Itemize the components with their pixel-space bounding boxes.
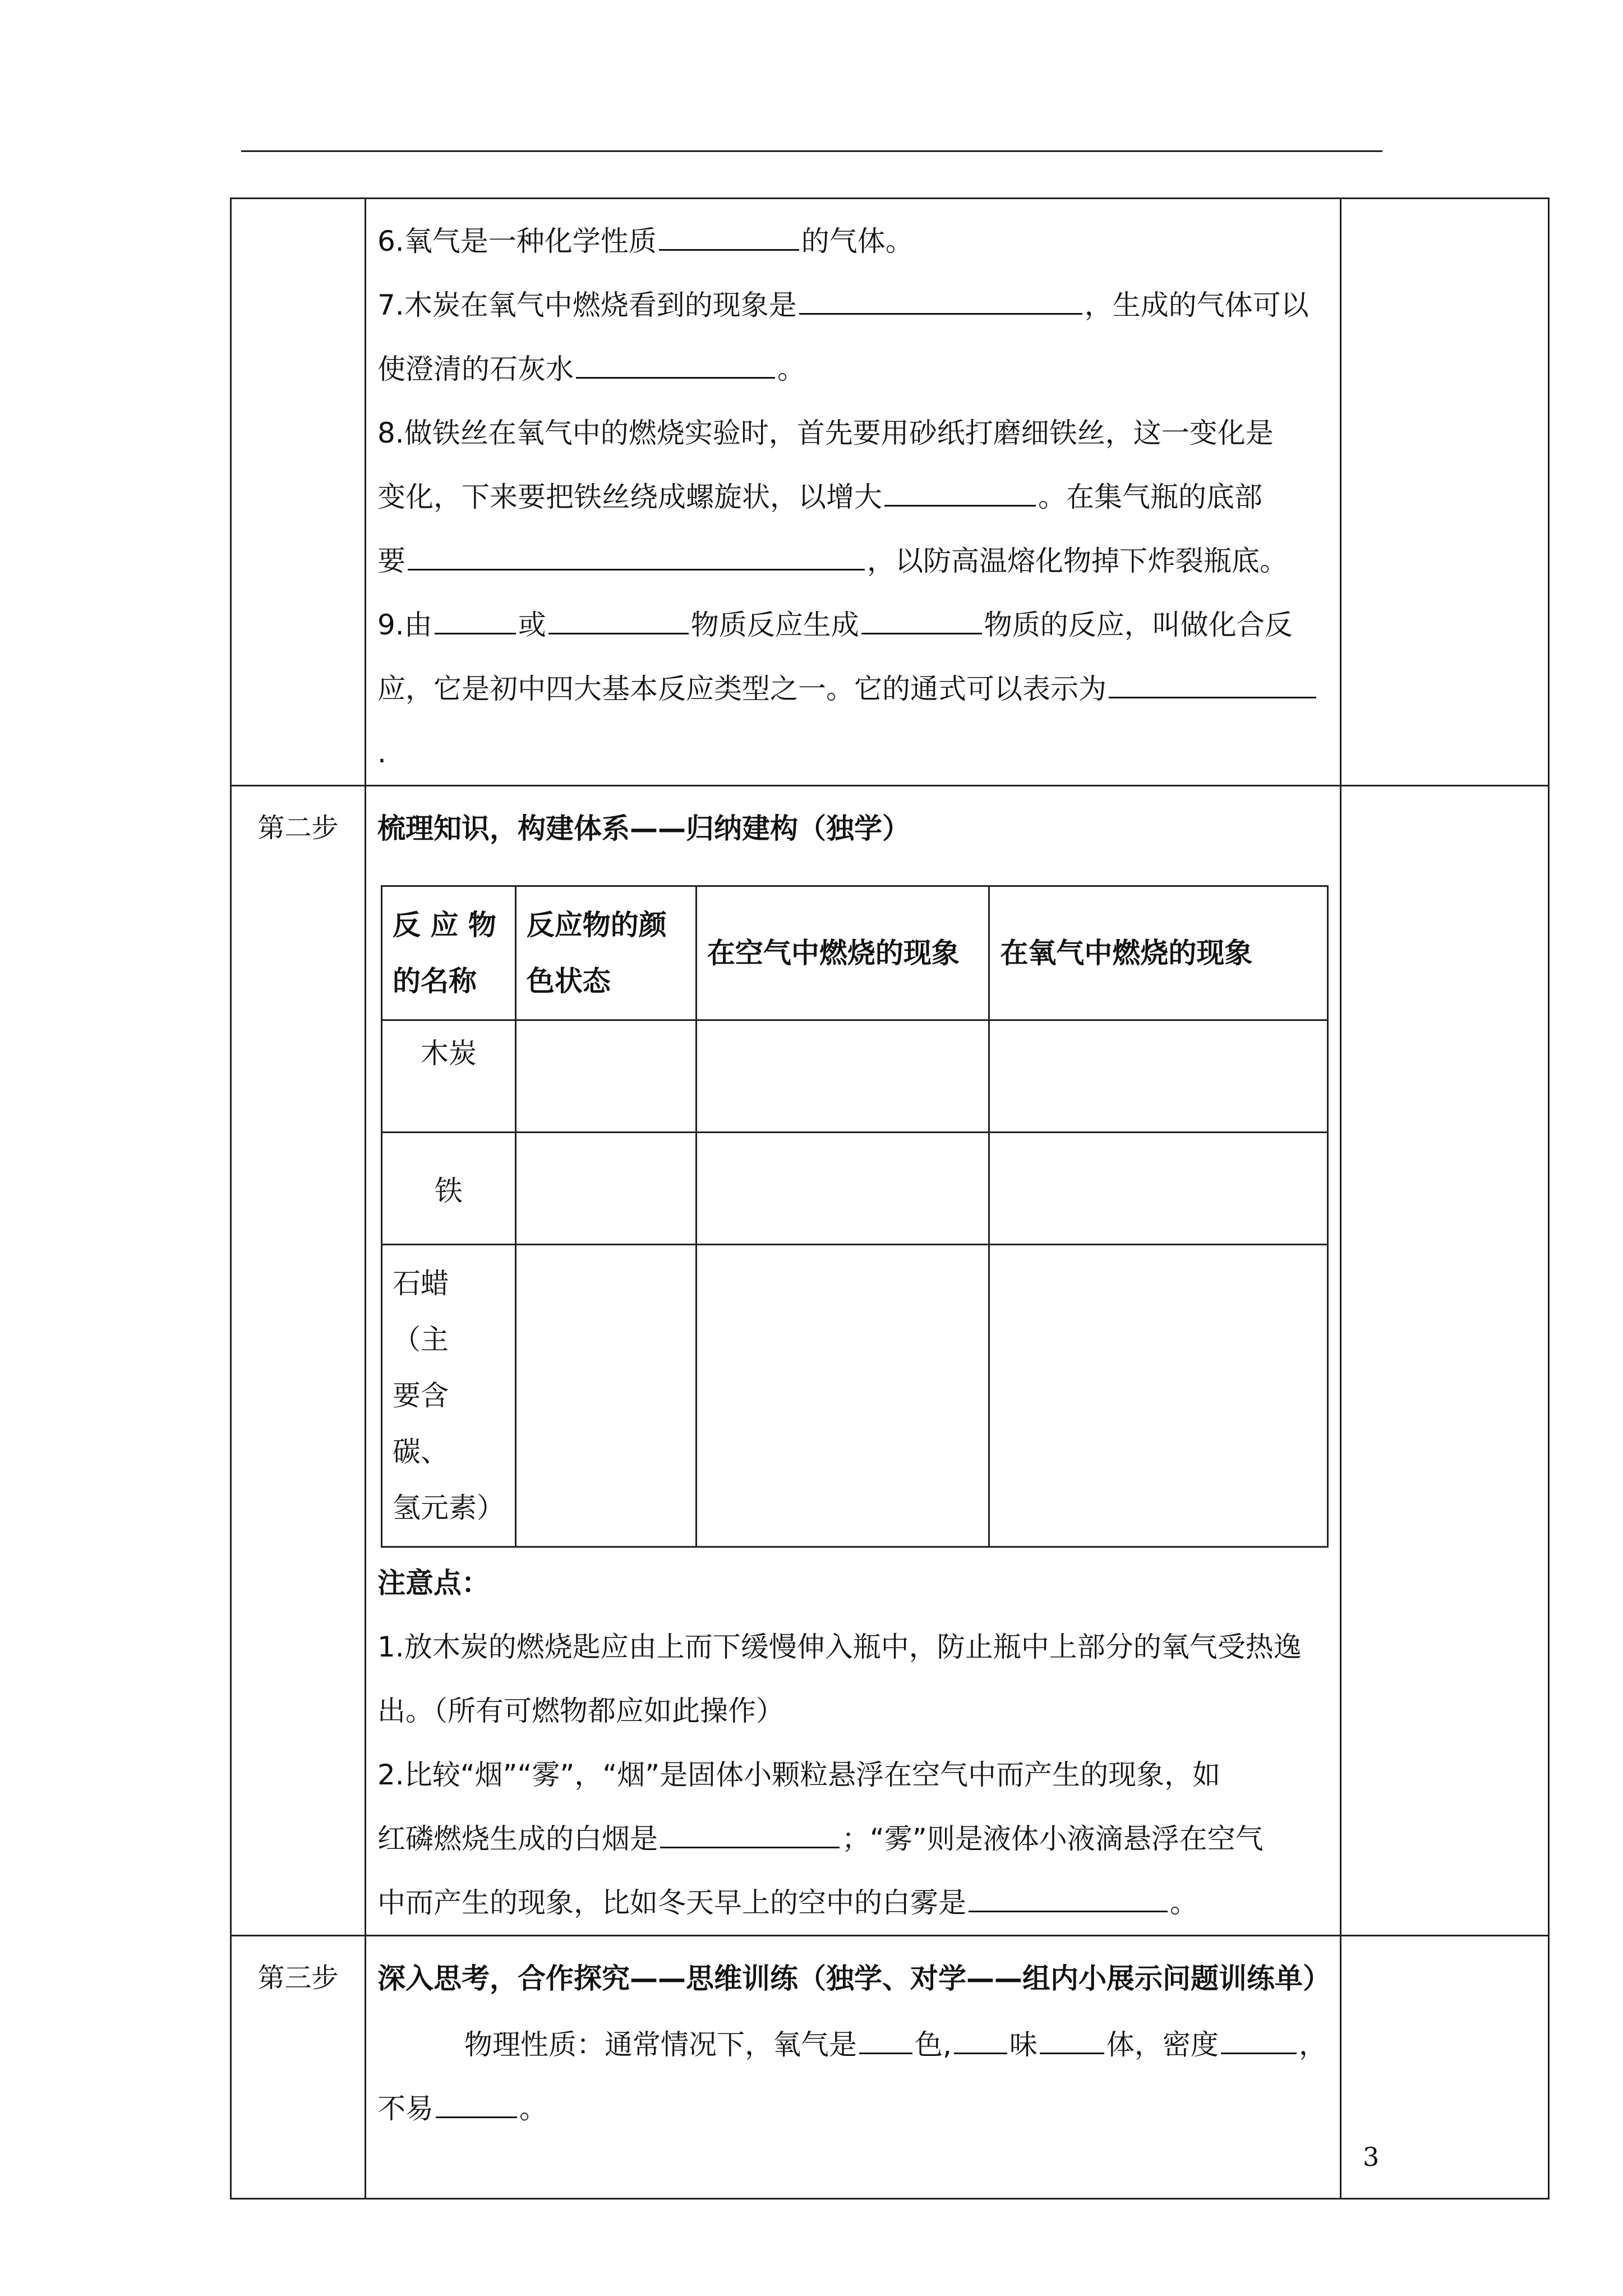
answer-blank[interactable] (660, 1824, 840, 1848)
answer-blank[interactable] (576, 355, 775, 379)
reactant-charcoal: 木炭 (382, 1020, 516, 1133)
answer-blank[interactable] (799, 291, 1082, 315)
notes-column-cell (1341, 786, 1549, 1936)
table-row (382, 1133, 1328, 1245)
reactant-paraffin: 石蜡（主 要含碳、 氢元素） (382, 1245, 516, 1547)
lesson-table (230, 197, 1550, 2200)
answer-blank[interactable] (884, 482, 1036, 507)
physical-properties: 物理性质：通常情况下，氧气是 色, 味 体，密度 ， 不易 。 (377, 2028, 1327, 2125)
reactant-iron: 铁 (382, 1133, 516, 1245)
step1-row (231, 199, 1549, 786)
table-cell[interactable] (989, 1245, 1328, 1547)
question-7: 7.木炭在氧气中燃烧看到的现象是 ，生成的气体可以 使澄清的石灰水 。 (377, 289, 1309, 385)
answer-blank[interactable] (859, 2030, 912, 2054)
reaction-table-header (382, 886, 1328, 1020)
table-cell[interactable] (696, 1020, 989, 1133)
answer-blank[interactable] (548, 610, 689, 634)
step3-label: 第三步 (231, 1936, 366, 2199)
notes-title: 注意点： (377, 1567, 490, 1599)
note-1: 1.放木炭的燃烧匙应由上而下缓慢伸入瓶中，防止瓶中上部分的氧气受热逸 出。（所有可燃物都应如此操作） (377, 1631, 1302, 1727)
step3-content (366, 1936, 1341, 2199)
answer-blank[interactable] (969, 1888, 1168, 1912)
table-cell[interactable] (515, 1133, 696, 1245)
answer-blank[interactable] (408, 546, 865, 570)
note-2: 2.比较“烟”“雾”，“烟”是固体小颗粒悬浮在空气中而产生的现象，如 红磷燃烧生成的白烟是 ；“雾”则是液体小液滴悬浮在空气 中而产生的现象，比如冬天早上的空中的白雾是 。 (377, 1759, 1264, 1919)
answer-blank[interactable] (659, 227, 799, 251)
table-cell[interactable] (989, 1133, 1328, 1245)
answer-blank[interactable] (1040, 2030, 1104, 2054)
answer-blank[interactable] (954, 2030, 1007, 2054)
header-reactant-name: 反 应 物 的名称 (382, 886, 516, 1020)
header-reactant-state: 反应物的颜 色状态 (515, 886, 696, 1020)
stray-dot: . (377, 737, 386, 769)
step3-title: 深入思考，合作探究——思维训练（独学、对学——组内小展示问题训练单） (377, 1962, 1331, 1995)
answer-blank[interactable] (436, 2094, 517, 2118)
header-oxygen-burning: 在氧气中燃烧的现象 (989, 886, 1328, 1020)
answer-blank[interactable] (861, 610, 982, 634)
table-cell[interactable] (515, 1020, 696, 1133)
answer-blank[interactable] (1221, 2030, 1297, 2054)
table-cell[interactable] (696, 1133, 989, 1245)
header-air-burning: 在空气中燃烧的现象 (696, 886, 989, 1020)
table-cell[interactable] (515, 1245, 696, 1547)
notes-column-cell (1341, 199, 1549, 786)
step2-label: 第二步 (231, 786, 366, 1936)
reaction-table (381, 885, 1329, 1548)
header-rule (241, 150, 1382, 152)
step2-row (231, 786, 1549, 1936)
question-6: 6.氧气是一种化学性质 的气体。 (377, 225, 914, 257)
answer-blank[interactable] (1109, 674, 1316, 698)
answer-blank[interactable] (435, 610, 516, 634)
step1-label-cell (231, 199, 366, 786)
question-8: 8.做铁丝在氧气中的燃烧实验时，首先要用砂纸打磨细铁丝，这一变化是 变化，下来要把铁丝绕成螺旋状，以增大 。在集气瓶的底部 要 ，以防高温熔化物掉下炸裂瓶底。 (377, 417, 1288, 577)
table-row (382, 1245, 1328, 1547)
table-cell[interactable] (696, 1245, 989, 1547)
step1-content (366, 199, 1341, 786)
step3-row (231, 1936, 1549, 2199)
step2-title: 梳理知识，构建体系——归纳建构（独学） (377, 812, 910, 845)
table-row (382, 1020, 1328, 1133)
step2-content (366, 786, 1341, 1936)
table-cell[interactable] (989, 1020, 1328, 1133)
page-number: 3 (1363, 2142, 1380, 2172)
question-9: 9.由 或 物质反应生成 物质的反应，叫做化合反 应，它是初中四大基本反应类型之一。它的通式可以表示为 (377, 593, 1329, 721)
